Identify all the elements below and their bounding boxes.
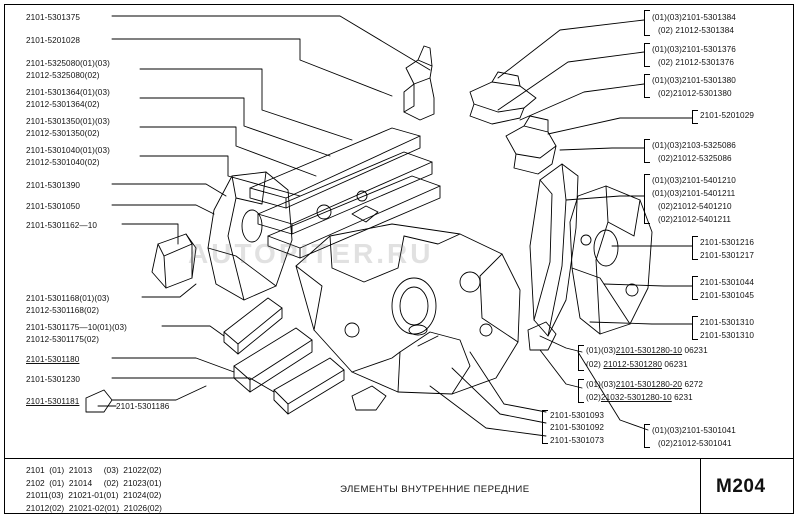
part-label-21012-5301350: 21012-5301350(02) (26, 129, 100, 138)
part-label-2101-5301310-a: 2101-5301310 (700, 318, 755, 327)
part-label-2101-5301375: 2101-5301375 (26, 13, 81, 22)
part-label-21012-5301364: 21012-5301364(02) (26, 100, 100, 109)
part-label-2101-5301050: 2101-5301050 (26, 202, 81, 211)
part-label-2101-5301390: 2101-5301390 (26, 181, 81, 190)
part-label-2101-5201029: 2101-5201029 (700, 111, 755, 120)
suffix-6272: 6272 (682, 380, 704, 389)
code-5301280-20: 2101-5301280-20 (615, 380, 683, 389)
part-label-2101-5301181: 2101-5301181 (26, 397, 80, 406)
part-label-2101-5301280-20 (586, 380, 703, 389)
part-label-2101-5301310-b: 2101-5301310 (700, 331, 755, 340)
bracket-5301041 (644, 424, 650, 448)
part-label-2101-5301175-10: 2101-5301175—10(01)(03) (26, 323, 127, 332)
part-label-2103-5325086: (01)(03)2103-5325086 (652, 141, 736, 150)
bracket-5301216 (692, 236, 698, 260)
suffix-06231b: 06231 (662, 360, 688, 369)
part-label-2101-5325080: 2101-5325080(01)(03) (26, 59, 110, 68)
prefix-01-03b: (01)(03) (586, 380, 616, 389)
part-label-2101-5301364: 2101-5301364(01)(03) (26, 88, 110, 97)
part-label-2101-5301376: (01)(03)2101-5301376 (652, 45, 736, 54)
applicability-line-1: 2101 (01) 21013 (03) 21022(02) (26, 465, 162, 475)
suffix-6231: 6231 (671, 393, 693, 402)
bracket-5401210 (644, 174, 650, 224)
bracket-5301280-10 (578, 345, 584, 371)
part-label-2101-5201028: 2101-5201028 (26, 36, 81, 45)
part-label-21012-5401211: (02)21012-5401211 (658, 215, 732, 224)
part-label-2101-5301180: 2101-5301180 (26, 355, 80, 364)
part-label-2101-5301045: 2101-5301045 (700, 291, 755, 300)
part-label-2101-5301162-10: 2101-5301162—10 (26, 221, 98, 230)
part-label-2101-5301092: 2101-5301092 (550, 423, 605, 432)
part-label-21012-5301168: 21012-5301168(02) (26, 306, 100, 315)
prefix-02: (02) (586, 360, 604, 369)
part-label-2101-5301186: 2101-5301186 (116, 402, 170, 411)
prefix-02b: (02) (586, 393, 601, 402)
part-label-21012-5301175: 21012-5301175(02) (26, 335, 100, 344)
diagram-title: ЭЛЕМЕНТЫ ВНУТРЕННИЕ ПЕРЕДНИЕ (340, 484, 530, 495)
bracket-5301280-20 (578, 379, 584, 403)
part-label-2101-5301350: 2101-5301350(01)(03) (26, 117, 110, 126)
bracket-5301380 (644, 74, 650, 98)
footer-divider (5, 458, 794, 459)
part-label-21032-5301280-10 (586, 393, 693, 402)
bracket-5301376 (644, 43, 650, 67)
part-label-2101-5301093: 2101-5301093 (550, 411, 605, 420)
part-label-2101-5301041: (01)(03)2101-5301041 (652, 426, 736, 435)
part-label-2101-5301216: 2101-5301216 (700, 238, 755, 247)
part-label-21012-5301380: (02)21012-5301380 (658, 89, 732, 98)
applicability-table (26, 464, 162, 514)
suffix-06231: 06231 (682, 346, 708, 355)
part-label-2101-5301168: 2101-5301168(01)(03) (26, 294, 110, 303)
part-label-2101-5401210: (01)(03)2101-5401210 (652, 176, 736, 185)
bracket-5301093 (542, 410, 548, 444)
part-label-2101-5301384: (01)(03)2101-5301384 (652, 13, 736, 22)
part-label-2101-5301380: (01)(03)2101-5301380 (652, 76, 736, 85)
part-label-2101-5301044: 2101-5301044 (700, 278, 755, 287)
bracket-5201029 (692, 110, 698, 124)
code-21012-5301280: 21012-5301280 (603, 360, 663, 369)
bracket-5301384 (644, 10, 650, 36)
applicability-line-4: 21012(02) 21021-02(01) 21026(02) (26, 502, 162, 513)
footer-code-divider (700, 458, 701, 514)
prefix-01-03: (01)(03) (586, 346, 616, 355)
part-label-2101-5301230: 2101-5301230 (26, 375, 81, 384)
part-label-2101-5301217: 2101-5301217 (700, 251, 755, 260)
part-label-21012-5325080: 21012-5325080(02) (26, 71, 100, 80)
bracket-5325086 (644, 139, 650, 163)
part-label-2101-5401211: (01)(03)2101-5401211 (652, 189, 736, 198)
part-label-21012-5325086: (02)21012-5325086 (658, 154, 732, 163)
code-5301280-10: 2101-5301280-10 (615, 346, 683, 355)
part-label-21012-5301041: (02)21012-5301041 (658, 439, 732, 448)
part-label-21012-5401210: (02)21012-5401210 (658, 202, 732, 211)
applicability-line-2: 2102 (01) 21014 (02) 21023(01) (26, 477, 162, 488)
part-label-21012-5301280 (586, 360, 688, 369)
part-label-2101-5301280-10 (586, 346, 708, 355)
diagram-code: M204 (716, 476, 766, 497)
part-label-21012-5301376: (02) 21012-5301376 (658, 58, 735, 67)
watermark: AUTOPITER.RU (188, 238, 434, 269)
code-21032-5301280-10: 21032-5301280-10 (600, 393, 672, 402)
bracket-5301044 (692, 276, 698, 300)
part-label-2101-5301073: 2101-5301073 (550, 436, 605, 445)
applicability-line-3: 21011(03) 21021-01(01) 21024(02) (26, 490, 162, 501)
bracket-5301310 (692, 316, 698, 340)
part-label-2101-5301040: 2101-5301040(01)(03) (26, 146, 110, 155)
part-label-21012-5301040: 21012-5301040(02) (26, 158, 100, 167)
part-label-21012-5301384: (02) 21012-5301384 (658, 26, 735, 35)
